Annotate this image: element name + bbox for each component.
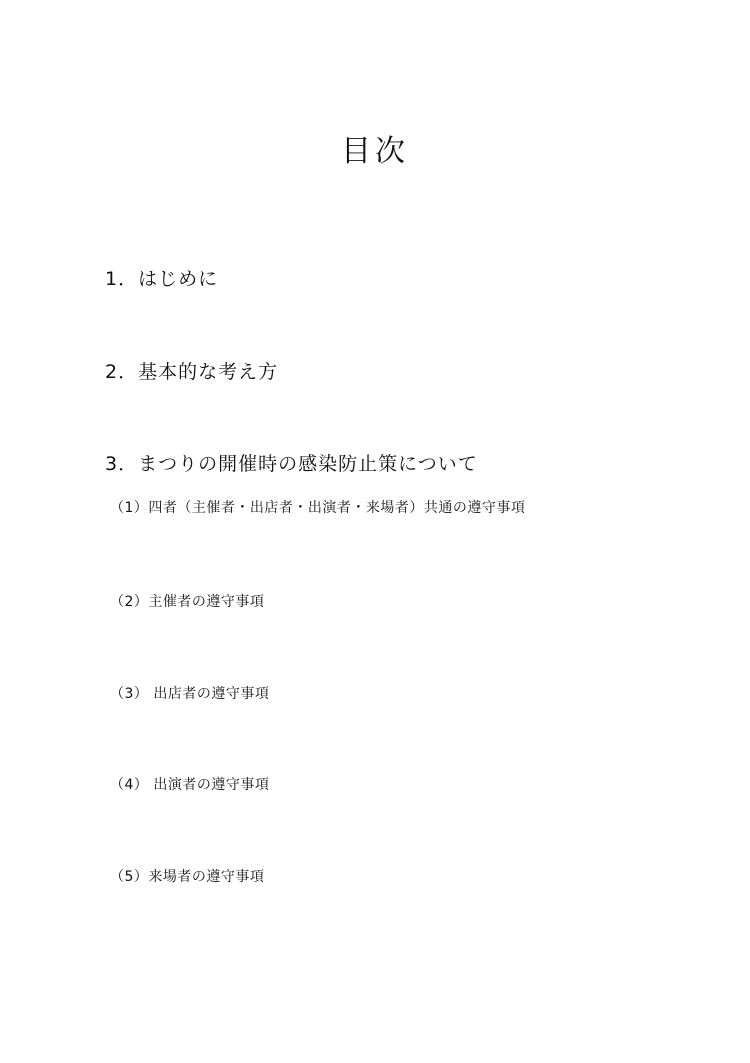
toc-subitem-organizer-rules: （2）主催者の遵守事項 xyxy=(110,594,265,610)
toc-subitem-performer-rules: （4） 出演者の遵守事項 xyxy=(110,777,270,793)
toc-subitem-common-rules: （1）四者（主催者・出店者・出演者・来場者）共通の遵守事項 xyxy=(110,500,526,516)
toc-item-infection-prevention: 3．まつりの開催時の感染防止策について xyxy=(105,453,478,475)
toc-item-introduction: 1．はじめに xyxy=(105,268,219,290)
toc-item-basic-approach: 2．基本的な考え方 xyxy=(105,361,279,383)
toc-subitem-vendor-rules: （3） 出店者の遵守事項 xyxy=(110,686,270,702)
page-title: 目次 xyxy=(341,134,409,169)
toc-subitem-visitor-rules: （5）来場者の遵守事項 xyxy=(110,869,265,885)
